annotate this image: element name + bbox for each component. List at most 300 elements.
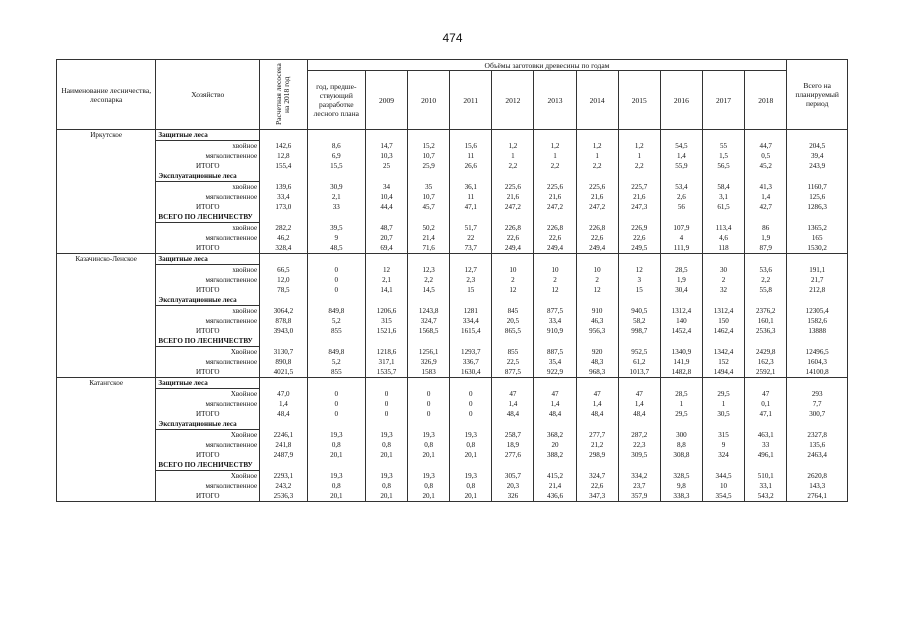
empty-cell: [534, 171, 576, 182]
value-cell: 28,5: [660, 389, 702, 400]
value-cell: 19,3: [408, 471, 450, 482]
empty-cell: [307, 130, 365, 141]
value-cell: 249,4: [576, 243, 618, 254]
value-cell: 326,9: [408, 357, 450, 367]
value-cell: 33,1: [745, 481, 787, 491]
table-row: [57, 243, 848, 254]
empty-cell: [576, 378, 618, 389]
value-cell: 20,1: [307, 450, 365, 460]
value-cell: 2: [492, 275, 534, 285]
value-cell: 920: [576, 347, 618, 358]
value-cell: 47: [576, 389, 618, 400]
section-row: [57, 130, 848, 141]
empty-cell: [787, 130, 848, 141]
value-cell: 71,6: [408, 243, 450, 254]
value-cell: 78,5: [260, 285, 308, 295]
value-cell: 48,4: [492, 409, 534, 419]
value-cell: 191,1: [787, 265, 848, 276]
value-cell: 48,4: [534, 409, 576, 419]
species-cell: мягколиственное: [156, 233, 260, 243]
empty-cell: [492, 130, 534, 141]
value-cell: 249,5: [618, 243, 660, 254]
value-cell: 463,1: [745, 430, 787, 441]
empty-cell: [576, 419, 618, 430]
empty-cell: [576, 171, 618, 182]
value-cell: 19,3: [365, 430, 407, 441]
value-cell: 5,2: [307, 316, 365, 326]
value-cell: 2,1: [365, 275, 407, 285]
value-cell: 50,2: [408, 223, 450, 234]
empty-cell: [450, 212, 492, 223]
section-title: Защитные леса: [156, 254, 260, 265]
empty-cell: [365, 336, 407, 347]
value-cell: 22,6: [576, 233, 618, 243]
empty-cell: [576, 336, 618, 347]
table-row: [57, 233, 848, 243]
value-cell: 23,7: [618, 481, 660, 491]
value-cell: 1,2: [576, 141, 618, 152]
empty-cell: [660, 254, 702, 265]
empty-cell: [702, 212, 744, 223]
value-cell: 2,2: [492, 161, 534, 171]
empty-cell: [660, 130, 702, 141]
value-cell: 26,6: [450, 161, 492, 171]
header-previous-year: год, предше-ствующий разработке лесного плана: [307, 71, 365, 130]
value-cell: 12496,5: [787, 347, 848, 358]
species-cell: мягколиственное: [156, 440, 260, 450]
table-row: [57, 409, 848, 419]
value-cell: 140: [660, 316, 702, 326]
value-cell: 388,2: [534, 450, 576, 460]
header-year: 2016: [660, 71, 702, 130]
empty-cell: [365, 378, 407, 389]
empty-cell: [576, 295, 618, 306]
value-cell: 225,7: [618, 182, 660, 193]
value-cell: 247,2: [492, 202, 534, 212]
value-cell: 61,2: [618, 357, 660, 367]
value-cell: 25,9: [408, 161, 450, 171]
empty-cell: [745, 212, 787, 223]
value-cell: 855: [307, 326, 365, 336]
species-cell: мягколиственное: [156, 151, 260, 161]
value-cell: 7,7: [787, 399, 848, 409]
value-cell: 53,4: [660, 182, 702, 193]
value-cell: 2,2: [534, 161, 576, 171]
empty-cell: [702, 295, 744, 306]
empty-cell: [618, 336, 660, 347]
value-cell: 415,2: [534, 471, 576, 482]
value-cell: 20,5: [492, 316, 534, 326]
value-cell: 1256,1: [408, 347, 450, 358]
empty-cell: [365, 254, 407, 265]
value-cell: 20,1: [307, 491, 365, 502]
value-cell: 326: [492, 491, 534, 502]
empty-cell: [787, 295, 848, 306]
value-cell: 204,5: [787, 141, 848, 152]
species-cell: ИТОГО: [156, 450, 260, 460]
value-cell: 30: [702, 265, 744, 276]
value-cell: 12: [618, 265, 660, 276]
value-cell: 56,5: [702, 161, 744, 171]
value-cell: 12,7: [450, 265, 492, 276]
value-cell: 354,5: [702, 491, 744, 502]
section-row: [57, 378, 848, 389]
value-cell: 315: [702, 430, 744, 441]
value-cell: 10: [534, 265, 576, 276]
value-cell: 1,4: [660, 151, 702, 161]
empty-cell: [365, 295, 407, 306]
value-cell: 48,4: [576, 409, 618, 419]
value-cell: 139,6: [260, 182, 308, 193]
value-cell: 20,1: [450, 450, 492, 460]
value-cell: 0: [307, 409, 365, 419]
value-cell: 328,4: [260, 243, 308, 254]
value-cell: 25: [365, 161, 407, 171]
value-cell: 0,8: [408, 440, 450, 450]
value-cell: 1: [660, 399, 702, 409]
value-cell: 357,9: [618, 491, 660, 502]
value-cell: 0: [365, 409, 407, 419]
empty-cell: [534, 295, 576, 306]
value-cell: 277,6: [492, 450, 534, 460]
forestry-name: Казачинско-Ленское: [57, 254, 156, 378]
value-cell: 2620,8: [787, 471, 848, 482]
value-cell: 1: [576, 151, 618, 161]
value-cell: 877,5: [492, 367, 534, 378]
empty-cell: [787, 254, 848, 265]
value-cell: 15,2: [408, 141, 450, 152]
header-year: 2018: [745, 71, 787, 130]
value-cell: 30,9: [307, 182, 365, 193]
header-year: 2009: [365, 71, 407, 130]
empty-cell: [702, 419, 744, 430]
value-cell: 125,6: [787, 192, 848, 202]
value-cell: 48,3: [576, 357, 618, 367]
empty-cell: [450, 460, 492, 471]
value-cell: 86: [745, 223, 787, 234]
value-cell: 10,4: [365, 192, 407, 202]
value-cell: 334,4: [450, 316, 492, 326]
value-cell: 33: [745, 440, 787, 450]
value-cell: 1206,6: [365, 306, 407, 317]
value-cell: 1281: [450, 306, 492, 317]
value-cell: 0: [307, 389, 365, 400]
table-row: [57, 481, 848, 491]
value-cell: 21,6: [618, 192, 660, 202]
empty-cell: [534, 460, 576, 471]
value-cell: 13888: [787, 326, 848, 336]
value-cell: 1,4: [618, 399, 660, 409]
species-cell: ИТОГО: [156, 367, 260, 378]
value-cell: 20,1: [408, 450, 450, 460]
value-cell: 42,7: [745, 202, 787, 212]
empty-cell: [618, 254, 660, 265]
value-cell: 54,5: [660, 141, 702, 152]
value-cell: 1: [534, 151, 576, 161]
value-cell: 241,8: [260, 440, 308, 450]
value-cell: 6,9: [307, 151, 365, 161]
section-row: [57, 254, 848, 265]
value-cell: 44,7: [745, 141, 787, 152]
value-cell: 1604,3: [787, 357, 848, 367]
value-cell: 287,2: [618, 430, 660, 441]
table-header: [57, 60, 848, 130]
species-cell: ИТОГО: [156, 326, 260, 336]
value-cell: 22: [450, 233, 492, 243]
value-cell: 58,4: [702, 182, 744, 193]
table-row: [57, 151, 848, 161]
value-cell: 2: [534, 275, 576, 285]
value-cell: 118: [702, 243, 744, 254]
empty-cell: [660, 378, 702, 389]
value-cell: 543,2: [745, 491, 787, 502]
value-cell: 890,8: [260, 357, 308, 367]
value-cell: 344,5: [702, 471, 744, 482]
value-cell: 334,2: [618, 471, 660, 482]
value-cell: 10,7: [408, 151, 450, 161]
value-cell: 19,3: [450, 430, 492, 441]
value-cell: 53,6: [745, 265, 787, 276]
species-cell: мягколиственное: [156, 481, 260, 491]
table-row: [57, 161, 848, 171]
empty-cell: [450, 254, 492, 265]
value-cell: 15,6: [450, 141, 492, 152]
value-cell: 2327,8: [787, 430, 848, 441]
value-cell: 2,2: [745, 275, 787, 285]
value-cell: 19,3: [307, 430, 365, 441]
empty-cell: [618, 419, 660, 430]
value-cell: 30,4: [660, 285, 702, 295]
empty-cell: [745, 254, 787, 265]
table-row: [57, 367, 848, 378]
value-cell: 1583: [408, 367, 450, 378]
species-cell: мягколиственное: [156, 192, 260, 202]
value-cell: 226,8: [576, 223, 618, 234]
value-cell: 496,1: [745, 450, 787, 460]
value-cell: 243,9: [787, 161, 848, 171]
value-cell: 293: [787, 389, 848, 400]
header-allowable-cut: [260, 60, 308, 130]
section-title: Эксплуатационные леса: [156, 295, 260, 306]
value-cell: 35,4: [534, 357, 576, 367]
value-cell: 1535,7: [365, 367, 407, 378]
value-cell: 1,2: [618, 141, 660, 152]
empty-cell: [745, 336, 787, 347]
species-cell: хвойное: [156, 223, 260, 234]
empty-cell: [260, 336, 308, 347]
value-cell: 436,6: [534, 491, 576, 502]
empty-cell: [450, 295, 492, 306]
value-cell: 22,6: [492, 233, 534, 243]
value-cell: 2: [702, 275, 744, 285]
value-cell: 956,3: [576, 326, 618, 336]
value-cell: 225,6: [534, 182, 576, 193]
value-cell: 15: [450, 285, 492, 295]
species-cell: мягколиственное: [156, 357, 260, 367]
value-cell: 143,3: [787, 481, 848, 491]
species-cell: Хвойное: [156, 471, 260, 482]
empty-cell: [702, 460, 744, 471]
header-year: 2015: [618, 71, 660, 130]
value-cell: 317,1: [365, 357, 407, 367]
value-cell: 249,4: [534, 243, 576, 254]
value-cell: 2,6: [660, 192, 702, 202]
empty-cell: [618, 171, 660, 182]
value-cell: 14100,8: [787, 367, 848, 378]
value-cell: 247,3: [618, 202, 660, 212]
table-row: [57, 471, 848, 482]
empty-cell: [618, 378, 660, 389]
empty-cell: [492, 171, 534, 182]
table-row: [57, 326, 848, 336]
value-cell: 14,7: [365, 141, 407, 152]
value-cell: 0,8: [307, 481, 365, 491]
value-cell: 324: [702, 450, 744, 460]
value-cell: 1,2: [492, 141, 534, 152]
empty-cell: [492, 254, 534, 265]
value-cell: 5,2: [307, 357, 365, 367]
value-cell: 0: [408, 389, 450, 400]
value-cell: 1013,7: [618, 367, 660, 378]
section-row: [57, 460, 848, 471]
empty-cell: [450, 171, 492, 182]
empty-cell: [534, 212, 576, 223]
empty-cell: [307, 254, 365, 265]
empty-cell: [702, 171, 744, 182]
value-cell: 3943,0: [260, 326, 308, 336]
empty-cell: [260, 378, 308, 389]
value-cell: 0: [365, 399, 407, 409]
value-cell: 1312,4: [702, 306, 744, 317]
value-cell: 212,8: [787, 285, 848, 295]
empty-cell: [450, 378, 492, 389]
value-cell: 22,6: [534, 233, 576, 243]
empty-cell: [576, 212, 618, 223]
value-cell: 855: [492, 347, 534, 358]
empty-cell: [365, 130, 407, 141]
value-cell: 247,2: [576, 202, 618, 212]
forestry-name: Катангское: [57, 378, 156, 502]
value-cell: 3130,7: [260, 347, 308, 358]
value-cell: 33: [307, 202, 365, 212]
value-cell: 19,3: [408, 430, 450, 441]
header-forestry-name: Наименование лесничества, лесопарка: [57, 60, 156, 130]
empty-cell: [260, 460, 308, 471]
value-cell: 35: [408, 182, 450, 193]
value-cell: 305,7: [492, 471, 534, 482]
value-cell: 0: [450, 399, 492, 409]
empty-cell: [260, 130, 308, 141]
header-year: 2013: [534, 71, 576, 130]
empty-cell: [534, 254, 576, 265]
value-cell: 0,8: [408, 481, 450, 491]
value-cell: 12305,4: [787, 306, 848, 317]
value-cell: 0,8: [365, 481, 407, 491]
value-cell: 1: [702, 399, 744, 409]
value-cell: 324,7: [576, 471, 618, 482]
value-cell: 8,8: [660, 440, 702, 450]
value-cell: 19,3: [307, 471, 365, 482]
value-cell: 315: [365, 316, 407, 326]
value-cell: 111,9: [660, 243, 702, 254]
value-cell: 21,4: [534, 481, 576, 491]
value-cell: 66,5: [260, 265, 308, 276]
value-cell: 152: [702, 357, 744, 367]
table-row: [57, 202, 848, 212]
value-cell: 952,5: [618, 347, 660, 358]
empty-cell: [408, 336, 450, 347]
header-year: 2011: [450, 71, 492, 130]
empty-cell: [745, 130, 787, 141]
empty-cell: [787, 336, 848, 347]
empty-cell: [307, 378, 365, 389]
value-cell: 2463,4: [787, 450, 848, 460]
value-cell: 10,3: [365, 151, 407, 161]
value-cell: 12: [492, 285, 534, 295]
value-cell: 20,1: [450, 491, 492, 502]
value-cell: 877,5: [534, 306, 576, 317]
empty-cell: [492, 419, 534, 430]
value-cell: 113,4: [702, 223, 744, 234]
value-cell: 47,1: [450, 202, 492, 212]
value-cell: 855: [307, 367, 365, 378]
value-cell: 48,5: [307, 243, 365, 254]
value-cell: 39,5: [307, 223, 365, 234]
value-cell: 0: [307, 275, 365, 285]
value-cell: 309,5: [618, 450, 660, 460]
value-cell: 922,9: [534, 367, 576, 378]
empty-cell: [408, 378, 450, 389]
value-cell: 69,4: [365, 243, 407, 254]
value-cell: 47: [534, 389, 576, 400]
section-title: Эксплуатационные леса: [156, 171, 260, 182]
value-cell: 41,3: [745, 182, 787, 193]
header-total: Всего на планируемый период: [787, 60, 848, 130]
value-cell: 300: [660, 430, 702, 441]
value-cell: 10: [702, 481, 744, 491]
empty-cell: [660, 212, 702, 223]
value-cell: 336,7: [450, 357, 492, 367]
value-cell: 998,7: [618, 326, 660, 336]
value-cell: 2487,9: [260, 450, 308, 460]
value-cell: 347,3: [576, 491, 618, 502]
value-cell: 22,6: [576, 481, 618, 491]
table-row: [57, 306, 848, 317]
empty-cell: [745, 171, 787, 182]
species-cell: Хвойное: [156, 347, 260, 358]
empty-cell: [492, 336, 534, 347]
value-cell: 33,4: [534, 316, 576, 326]
empty-cell: [450, 336, 492, 347]
value-cell: 368,2: [534, 430, 576, 441]
header-economy: Хозяйство: [156, 60, 260, 130]
empty-cell: [702, 254, 744, 265]
value-cell: 20,3: [492, 481, 534, 491]
empty-cell: [365, 171, 407, 182]
species-cell: хвойное: [156, 141, 260, 152]
value-cell: 3: [618, 275, 660, 285]
section-row: [57, 336, 848, 347]
value-cell: 21,6: [576, 192, 618, 202]
value-cell: 243,2: [260, 481, 308, 491]
table-row: [57, 265, 848, 276]
value-cell: 258,7: [492, 430, 534, 441]
header-year: 2010: [408, 71, 450, 130]
value-cell: 10: [576, 265, 618, 276]
section-row: [57, 295, 848, 306]
value-cell: 4,6: [702, 233, 744, 243]
value-cell: 308,8: [660, 450, 702, 460]
